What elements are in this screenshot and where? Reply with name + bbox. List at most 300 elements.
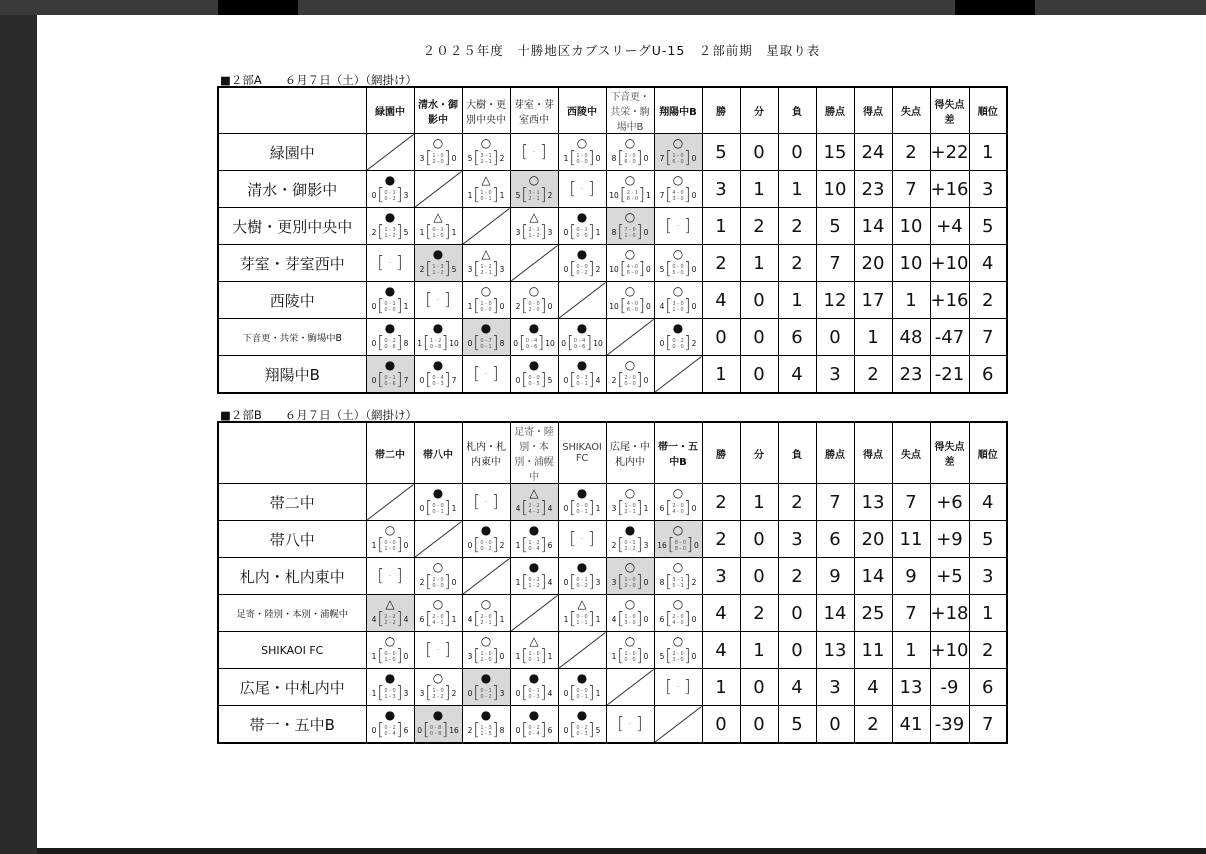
first-half-score: 2 - 1 [626, 189, 639, 196]
half-scores [674, 540, 686, 552]
total-goals-against: 2 [499, 154, 505, 163]
second-half-score: 1 - 1 [576, 619, 588, 626]
half-scores [576, 264, 588, 276]
total-goals-for: 1 [515, 652, 521, 661]
score-block [511, 722, 558, 739]
second-half-score: 0 - 2 [480, 545, 492, 552]
total-goals-for: 0 [417, 726, 422, 735]
bracket-right: ] [588, 370, 595, 390]
match-result-cell [366, 356, 414, 394]
stat-draws: 0 [740, 558, 778, 595]
total-goals-against: 7 [451, 376, 457, 385]
score-block [511, 372, 558, 389]
mini-score: - [629, 721, 631, 727]
stat-rank: 6 [969, 669, 1007, 706]
bracket-left: [ [377, 646, 384, 666]
total-goals-for: 3 [515, 228, 521, 237]
section-a-heading: ■２部A ６月７日（土）（網掛け） [220, 73, 417, 87]
bracket-right: ] [636, 646, 643, 666]
stat-goals-against: 1 [892, 632, 930, 669]
total-goals-for: 8 [611, 154, 617, 163]
score-block [655, 261, 702, 278]
second-half-score: 6 - 0 [672, 158, 684, 165]
bracket-right: ] [638, 259, 646, 279]
bracket-left: [ [425, 683, 432, 703]
bracket-right: ] [396, 535, 403, 555]
first-half-score: 0 - 0 [576, 613, 588, 620]
score-block [607, 574, 654, 591]
stat-draws: 0 [740, 282, 778, 319]
first-half-score: 0 - 4 [525, 337, 538, 344]
total-goals-against: 1 [451, 615, 457, 624]
bracket-right: ] [588, 572, 595, 592]
half-scores [624, 540, 636, 552]
second-half-score: 0 - 2 [384, 195, 396, 202]
stat-goals-for: 2 [854, 356, 892, 394]
score-block [463, 335, 510, 352]
total-goals-against: 8 [403, 339, 409, 348]
total-goals-against: 10 [449, 339, 459, 348]
opponent-header: 帯二中 [366, 422, 414, 484]
total-goals-against: 1 [499, 191, 505, 200]
stat-wins: 0 [702, 319, 740, 356]
stat-goal-diff: +9 [930, 521, 969, 558]
stat-header-points: 勝点 [816, 87, 854, 134]
second-half-score: 0 - 4 [528, 545, 540, 552]
total-goals-for: 3 [467, 265, 473, 274]
first-half-score: 0 - 0 [576, 263, 588, 270]
score-block [511, 685, 558, 702]
total-goals-against: 0 [643, 376, 649, 385]
score-block [367, 298, 414, 315]
opponent-header: 清水・御影中 [414, 87, 462, 134]
total-goals-against: 1 [451, 504, 457, 513]
total-goals-against: 0 [691, 615, 697, 624]
second-half-score: 5 - 0 [672, 269, 684, 276]
bracket-left: [ [518, 333, 526, 353]
stat-rank: 1 [969, 595, 1007, 632]
second-half-score: 2 - 1 [528, 195, 540, 202]
half-scores [624, 375, 636, 387]
match-result-cell [510, 669, 558, 706]
bracket-right: ] [396, 720, 403, 740]
total-goals-against: 7 [403, 376, 409, 385]
stat-rank: 4 [969, 245, 1007, 282]
match-result-cell [462, 319, 510, 356]
total-goals-against: 3 [499, 265, 505, 274]
first-half-score: 0 - 0 [384, 650, 396, 657]
result-loss-icon: ● [576, 560, 588, 574]
half-scores [626, 301, 638, 313]
stat-points: 6 [816, 521, 854, 558]
total-goals-against: 1 [595, 504, 601, 513]
bracket-left: [ [617, 222, 624, 242]
match-result-cell [366, 595, 414, 632]
match-result-cell [558, 245, 606, 282]
total-goals-against: 0 [691, 652, 697, 661]
second-half-score: 2 - 2 [384, 619, 396, 626]
stat-losses: 0 [778, 632, 816, 669]
pending-match-cell [558, 521, 606, 558]
bracket-left: [ [377, 370, 384, 390]
stat-rank: 5 [969, 521, 1007, 558]
total-goals-against: 1 [595, 228, 601, 237]
score-block [367, 611, 414, 628]
half-scores [576, 227, 588, 239]
total-goals-for: 2 [419, 265, 425, 274]
match-result-cell [414, 669, 462, 706]
self-cell [558, 282, 606, 319]
score-block [607, 224, 654, 241]
second-half-score: 0 - 6 [573, 343, 586, 350]
section-b-heading: ■２部B ６月７日（土）（網掛け） [220, 408, 418, 422]
bracket-left: [ [422, 333, 430, 353]
match-result-cell [510, 356, 558, 394]
bracket-right: ] [441, 333, 449, 353]
match-result-cell [414, 558, 462, 595]
second-half-score: 1 - 3 [384, 693, 396, 700]
bracket-left: [ [569, 259, 576, 279]
stat-goals-for: 25 [854, 595, 892, 632]
result-loss-icon: ● [624, 523, 636, 537]
stat-goal-diff: +10 [930, 632, 969, 669]
pending-match-cell [462, 484, 510, 521]
stat-draws: 0 [740, 706, 778, 744]
match-result-cell [606, 208, 654, 245]
bracket-right: ] [396, 222, 403, 242]
bracket-right: ] [492, 491, 499, 512]
match-result-cell [654, 282, 702, 319]
result-win-icon: ○ [576, 136, 588, 150]
mini-score: - [437, 297, 439, 303]
self-cell [510, 245, 558, 282]
bracket-left: [ [665, 296, 672, 316]
stat-header-loss: 負 [778, 87, 816, 134]
strip-block [218, 0, 298, 15]
second-half-score: 5 - 1 [672, 582, 684, 589]
total-goals-for: 1 [467, 191, 473, 200]
bracket-right: ] [684, 676, 691, 697]
bracket-left: [ [665, 498, 672, 518]
stat-rank: 7 [969, 706, 1007, 744]
stat-draws: 2 [740, 595, 778, 632]
score-block [511, 500, 558, 517]
total-goals-for: 3 [611, 504, 617, 513]
first-half-score: 2 - 0 [672, 502, 684, 509]
stat-header-gf: 得点 [854, 87, 892, 134]
bracket-right: ] [492, 609, 499, 629]
bracket-right: ] [492, 296, 499, 316]
opponent-header: 緑園中 [366, 87, 414, 134]
total-goals-for: 5 [467, 154, 473, 163]
stat-goals-against: 11 [892, 521, 930, 558]
score-block [367, 224, 414, 241]
score-block [367, 722, 414, 739]
total-goals-against: 1 [451, 228, 457, 237]
result-win-icon: ○ [672, 523, 684, 537]
stat-goals-against: 10 [892, 208, 930, 245]
score-block [415, 611, 462, 628]
half-scores [672, 651, 684, 663]
bracket-right: ] [492, 683, 499, 703]
team-row [218, 632, 1007, 669]
second-half-score: 2 - 1 [624, 508, 636, 515]
first-half-score: 0 - 1 [384, 300, 396, 307]
stat-rank: 3 [969, 171, 1007, 208]
stat-losses: 2 [778, 245, 816, 282]
stat-losses: 1 [778, 282, 816, 319]
total-goals-against: 1 [547, 652, 553, 661]
bracket-left: [ [473, 535, 480, 555]
total-goals-against: 0 [691, 302, 697, 311]
bracket-left: [ [473, 185, 480, 205]
pending-match-cell [462, 356, 510, 394]
result-loss-icon: ● [432, 486, 444, 500]
score-block [655, 574, 702, 591]
total-goals-against: 2 [451, 689, 457, 698]
total-goals-for: 3 [419, 154, 425, 163]
stat-goals-against: 23 [892, 356, 930, 394]
score-block [367, 565, 414, 586]
stat-draws: 2 [740, 208, 778, 245]
bracket-left: [ [619, 259, 627, 279]
half-scores [432, 153, 444, 165]
result-win-icon: ○ [384, 523, 396, 537]
match-result-cell [606, 245, 654, 282]
total-goals-against: 1 [403, 302, 409, 311]
total-goals-against: 3 [547, 228, 553, 237]
bracket-left: [ [473, 646, 480, 666]
stat-losses: 0 [778, 595, 816, 632]
bracket-right: ] [492, 259, 499, 279]
total-goals-for: 2 [419, 578, 425, 587]
team-row [218, 558, 1007, 595]
result-loss-icon: ● [384, 358, 396, 372]
second-half-score: 0 - 2 [576, 582, 588, 589]
total-goals-for: 10 [609, 302, 619, 311]
match-result-cell [462, 521, 510, 558]
stat-goal-diff: +22 [930, 134, 969, 171]
match-result-cell [366, 171, 414, 208]
score-block [415, 224, 462, 241]
second-half-score: 6 - 0 [626, 269, 639, 276]
result-win-icon: ○ [672, 597, 684, 611]
bracket-left: [ [377, 185, 384, 205]
stat-goals-for: 17 [854, 282, 892, 319]
second-half-score: 4 - 1 [432, 619, 444, 626]
bracket-right: ] [396, 565, 403, 586]
result-draw-icon: △ [481, 173, 491, 187]
first-half-score: 0 - 1 [576, 226, 588, 233]
total-goals-for: 7 [659, 154, 665, 163]
total-goals-against: 3 [403, 191, 409, 200]
total-goals-for: 8 [659, 578, 665, 587]
bracket-right: ] [492, 363, 499, 384]
stat-goal-diff: +10 [930, 245, 969, 282]
bracket-right: ] [588, 222, 595, 242]
second-half-score: 0 - 0 [624, 380, 636, 387]
stat-points: 7 [816, 245, 854, 282]
result-loss-icon: ● [480, 671, 492, 685]
first-half-score: 1 - 3 [480, 724, 492, 731]
match-result-cell [558, 595, 606, 632]
stat-goal-diff: +16 [930, 282, 969, 319]
stat-wins: 1 [702, 208, 740, 245]
opponent-header: 足寄・陸別・本別・浦幌中 [510, 422, 558, 484]
strip-block [955, 0, 1035, 15]
bracket-left: [ [425, 370, 432, 390]
stat-wins: 3 [702, 171, 740, 208]
bracket-left: [ [473, 333, 480, 353]
total-goals-for: 0 [563, 504, 569, 513]
stat-header-gf: 得点 [854, 422, 892, 484]
match-result-cell [366, 632, 414, 669]
score-block [607, 372, 654, 389]
result-win-icon: ○ [432, 560, 444, 574]
stat-draws: 0 [740, 134, 778, 171]
bracket-right: ] [540, 141, 547, 162]
bracket-left: [ [617, 498, 624, 518]
stat-goal-diff: +4 [930, 208, 969, 245]
stat-wins: 4 [702, 595, 740, 632]
team-name: 札内・札内東中 [218, 558, 366, 595]
result-loss-icon: ● [384, 671, 396, 685]
team-row [218, 595, 1007, 632]
total-goals-for: 0 [563, 726, 569, 735]
first-half-score: 4 - 0 [626, 263, 639, 270]
bracket-left: [ [569, 370, 576, 390]
stat-losses: 3 [778, 521, 816, 558]
half-scores [480, 264, 492, 276]
total-goals-for: 0 [515, 376, 521, 385]
bracket-right: ] [684, 333, 691, 353]
first-half-score: 0 - 2 [672, 337, 684, 344]
bracket-left: [ [521, 535, 528, 555]
bracket-right: ] [396, 683, 403, 703]
result-loss-icon: ● [528, 523, 540, 537]
match-result-cell [654, 319, 702, 356]
half-scores [624, 227, 636, 239]
total-goals-for: 16 [657, 541, 667, 550]
stat-goals-against: 13 [892, 669, 930, 706]
bracket-left: [ [473, 609, 480, 629]
pending-match-cell [510, 134, 558, 171]
half-scores [480, 725, 492, 737]
stat-rank: 7 [969, 319, 1007, 356]
score-block [511, 537, 558, 554]
bracket-right: ] [540, 222, 547, 242]
total-goals-against: 16 [449, 726, 459, 735]
result-win-icon: ○ [672, 634, 684, 648]
half-scores [528, 503, 540, 515]
total-goals-for: 1 [611, 652, 617, 661]
bracket-right: ] [588, 528, 595, 549]
self-cell [366, 134, 414, 171]
match-result-cell [510, 208, 558, 245]
bracket-right: ] [396, 185, 403, 205]
match-result-cell [510, 558, 558, 595]
self-cell [414, 171, 462, 208]
half-scores [384, 540, 396, 552]
stat-goals-against: 7 [892, 171, 930, 208]
team-name: 清水・御影中 [218, 171, 366, 208]
first-half-score: 1 - 0 [528, 650, 540, 657]
stat-goals-against: 7 [892, 595, 930, 632]
match-result-cell [654, 171, 702, 208]
stat-points: 14 [816, 595, 854, 632]
match-result-cell [510, 319, 558, 356]
first-half-score: 0 - 1 [576, 576, 588, 583]
first-half-score: 0 - 0 [576, 687, 588, 694]
total-goals-for: 0 [371, 339, 377, 348]
second-half-score: 4 - 2 [528, 508, 540, 515]
total-goals-for: 0 [563, 578, 569, 587]
half-scores [576, 725, 588, 737]
stat-rank: 6 [969, 356, 1007, 394]
team-name: 広尾・中札内中 [218, 669, 366, 706]
stat-header-draw: 分 [740, 422, 778, 484]
result-loss-icon: ● [576, 671, 588, 685]
stat-wins: 2 [702, 484, 740, 521]
score-block [655, 150, 702, 167]
header-row [218, 87, 1007, 134]
second-half-score: 3 - 0 [672, 656, 684, 663]
total-goals-against: 6 [547, 541, 553, 550]
bracket-left: [ [569, 720, 576, 740]
total-goals-against: 0 [691, 265, 697, 274]
match-result-cell [414, 595, 462, 632]
total-goals-against: 5 [403, 228, 409, 237]
match-result-cell [414, 356, 462, 394]
half-scores [528, 375, 540, 387]
bracket-left: [ [617, 609, 624, 629]
match-result-cell [558, 356, 606, 394]
first-half-score: 0 - 1 [384, 189, 396, 196]
bracket-right: ] [444, 148, 451, 168]
total-goals-against: 0 [643, 652, 649, 661]
half-scores [384, 725, 396, 737]
bracket-left: [ [665, 333, 672, 353]
bracket-right: ] [684, 646, 691, 666]
second-half-score: 0 - 6 [384, 380, 396, 387]
bracket-left: [ [473, 720, 480, 740]
total-goals-for: 7 [659, 191, 665, 200]
total-goals-against: 8 [499, 726, 505, 735]
result-win-icon: ○ [672, 560, 684, 574]
score-block [415, 372, 462, 389]
bracket-left: [ [377, 296, 384, 316]
first-half-score: 0 - 0 [384, 687, 396, 694]
total-goals-against: 5 [595, 726, 601, 735]
bracket-right: ] [396, 370, 403, 390]
match-result-cell [606, 282, 654, 319]
total-goals-for: 3 [467, 652, 473, 661]
mini-score: - [581, 186, 583, 192]
stat-rank: 5 [969, 208, 1007, 245]
bracket-right: ] [537, 333, 545, 353]
first-half-score: 2 - 0 [624, 152, 636, 159]
bracket-left: [ [617, 646, 624, 666]
match-result-cell [510, 484, 558, 521]
score-block [463, 261, 510, 278]
bracket-left: [ [521, 646, 528, 666]
opponent-header: 大樹・更別中央中 [462, 87, 510, 134]
bracket-left: [ [569, 498, 576, 518]
pending-match-cell [654, 208, 702, 245]
stat-header-ga: 失点 [892, 87, 930, 134]
second-half-score: 2 - 1 [480, 619, 492, 626]
total-goals-against: 2 [499, 541, 505, 550]
